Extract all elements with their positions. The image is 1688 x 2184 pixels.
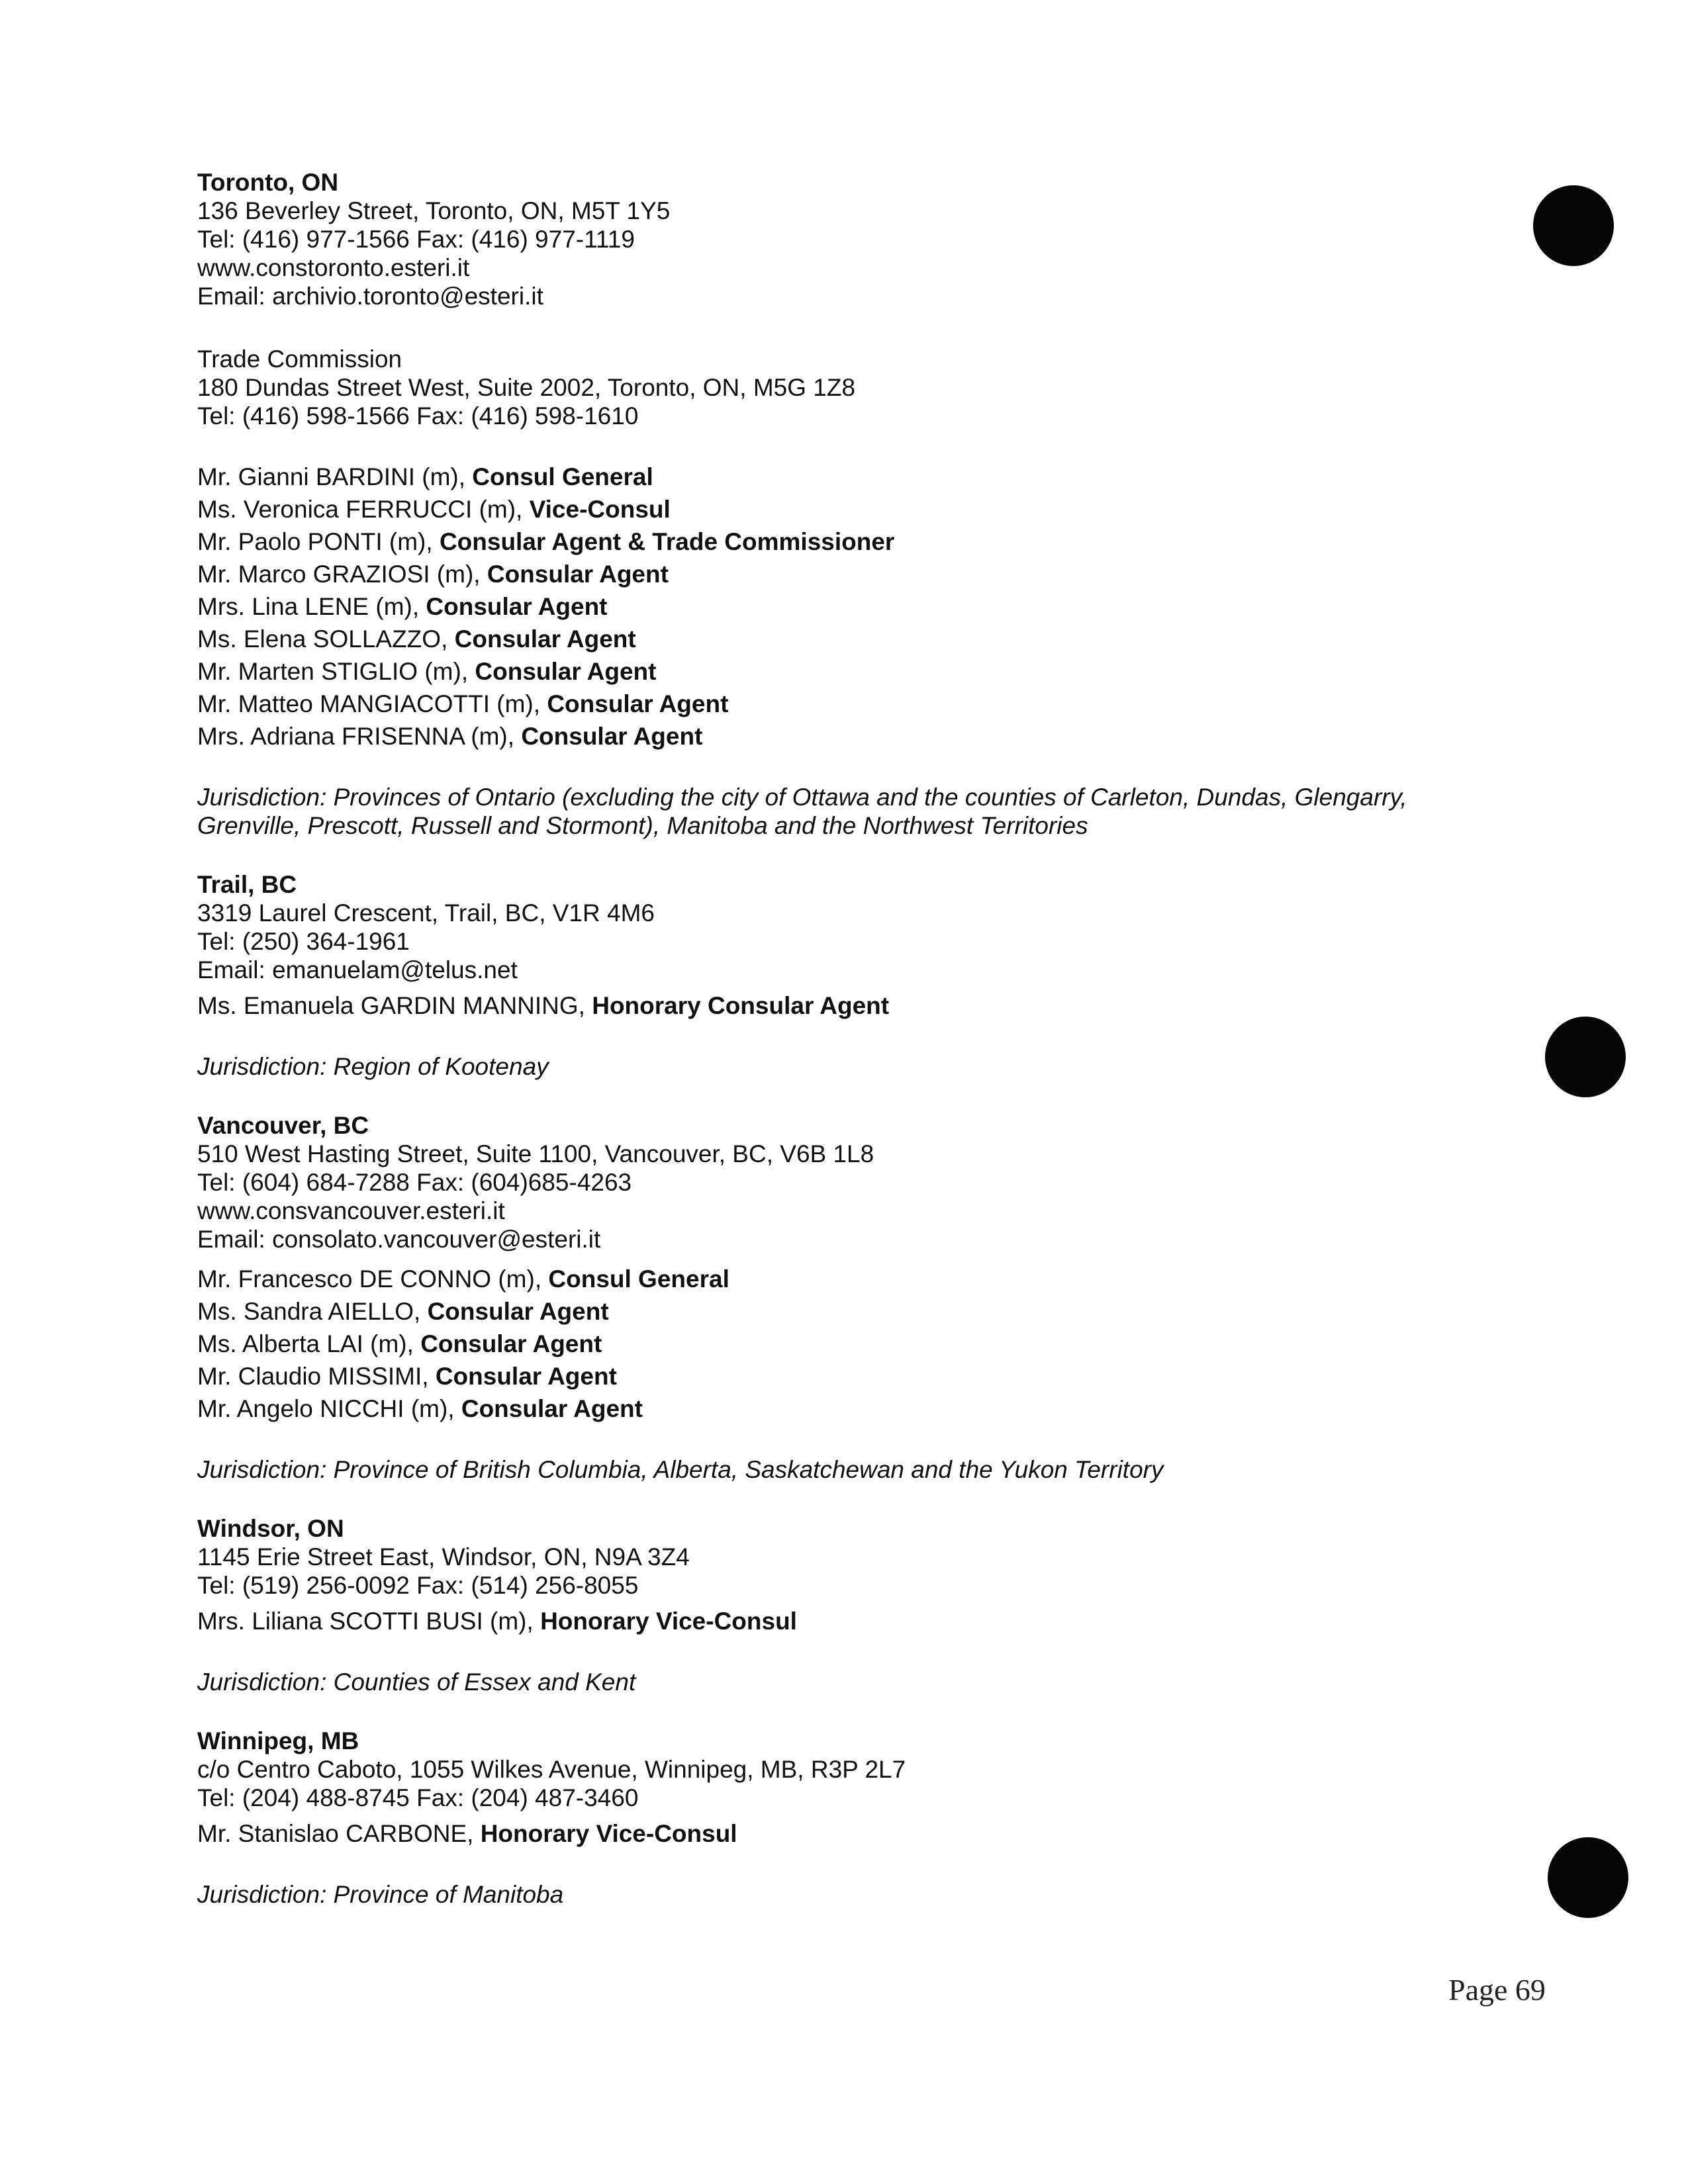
staff-entry (197, 558, 1508, 590)
page-number: Page 69 (1448, 1973, 1546, 2007)
staff-name: Mr. Claudio MISSIMI, (197, 1363, 436, 1390)
office-heading: Windsor, ON (197, 1515, 344, 1542)
staff-entry (197, 989, 1508, 1022)
trade-commission-title: Trade Commission (197, 345, 402, 373)
trade-phone-line: Tel: (416) 598-1566 Fax: (416) 598-1610 (197, 402, 639, 430)
staff-name: Ms. Alberta LAI (m), (197, 1330, 421, 1357)
phone-line: Tel: (416) 977-1566 Fax: (416) 977-1119 (197, 226, 635, 253)
staff-role: Honorary Vice-Consul (480, 1820, 737, 1847)
staff-role: Consul General (472, 463, 653, 490)
staff-role: Honorary Consular Agent (592, 992, 890, 1019)
staff-entry (197, 1360, 1508, 1392)
office-heading: Trail, BC (197, 871, 297, 898)
phone-line: Tel: (519) 256-0092 Fax: (514) 256-8055 (197, 1572, 639, 1599)
jurisdiction-note: Jurisdiction: Province of British Columbia, Alberta, Saskatchewan and the Yukon Territory (197, 1456, 1164, 1483)
office-winnipeg (197, 1727, 1508, 1909)
punch-hole-top (1533, 185, 1614, 266)
staff-name: Mr. Francesco DE CONNO (m), (197, 1265, 549, 1293)
staff-entry (197, 1605, 1508, 1637)
jurisdiction-note: Jurisdiction: Region of Kootenay (197, 1053, 549, 1080)
punch-hole-middle (1545, 1017, 1626, 1097)
staff-entry (197, 623, 1508, 655)
staff-name: Mr. Paolo PONTI (m), (197, 528, 440, 555)
website-line: www.constoronto.esteri.it (197, 254, 470, 281)
staff-entry (197, 493, 1508, 525)
staff-name: Mr. Marco GRAZIOSI (m), (197, 561, 487, 588)
address-line: 1145 Erie Street East, Windsor, ON, N9A 3Z4 (197, 1543, 690, 1570)
trade-address-line: 180 Dundas Street West, Suite 2002, Toronto, ON, M5G 1Z8 (197, 374, 856, 401)
staff-name: Mrs. Lina LENE (m), (197, 593, 426, 620)
staff-name: Mr. Marten STIGLIO (m), (197, 658, 475, 685)
address-line: 3319 Laurel Crescent, Trail, BC, V1R 4M6 (197, 899, 655, 927)
staff-name: Ms. Emanuela GARDIN MANNING, (197, 992, 592, 1019)
staff-entry (197, 1328, 1508, 1360)
phone-line: Tel: (250) 364-1961 (197, 928, 410, 955)
staff-role: Consular Agent (547, 690, 729, 717)
staff-entry (197, 1817, 1508, 1850)
staff-name: Ms. Elena SOLLAZZO, (197, 625, 455, 653)
staff-name: Mr. Angelo NICCHI (m), (197, 1395, 461, 1422)
email-line: Email: emanuelam@telus.net (197, 956, 518, 983)
staff-entry (197, 1263, 1508, 1295)
address-line: 510 West Hasting Street, Suite 1100, Vancouver, BC, V6B 1L8 (197, 1140, 874, 1167)
phone-line: Tel: (604) 684-7288 Fax: (604)685-4263 (197, 1169, 632, 1196)
staff-role: Consular Agent (461, 1395, 643, 1422)
office-heading: Vancouver, BC (197, 1112, 369, 1139)
office-heading: Winnipeg, MB (197, 1727, 359, 1754)
staff-entry (197, 1295, 1508, 1328)
staff-role: Consular Agent & Trade Commissioner (439, 528, 895, 555)
address-line: 136 Beverley Street, Toronto, ON, M5T 1Y5 (197, 197, 671, 224)
office-toronto (197, 168, 1508, 840)
staff-entry (197, 590, 1508, 623)
staff-entry (197, 461, 1508, 493)
office-windsor (197, 1514, 1508, 1696)
email-line: Email: archivio.toronto@esteri.it (197, 283, 543, 310)
staff-entry (197, 720, 1508, 752)
staff-name: Mr. Matteo MANGIACOTTI (m), (197, 690, 547, 717)
staff-name: Ms. Veronica FERRUCCI (m), (197, 496, 530, 523)
staff-role: Consular Agent (426, 593, 608, 620)
email-line: Email: consolato.vancouver@esteri.it (197, 1226, 601, 1253)
jurisdiction-note: Jurisdiction: Province of Manitoba (197, 1881, 564, 1908)
staff-role: Consul General (548, 1265, 729, 1293)
staff-name: Mr. Gianni BARDINI (m), (197, 463, 473, 490)
office-vancouver (197, 1111, 1508, 1484)
punch-hole-bottom (1548, 1837, 1628, 1918)
staff-role: Honorary Vice-Consul (540, 1608, 797, 1635)
staff-name: Mrs. Liliana SCOTTI BUSI (m), (197, 1608, 541, 1635)
staff-entry (197, 1392, 1508, 1425)
staff-name: Mr. Stanislao CARBONE, (197, 1820, 481, 1847)
staff-name: Mrs. Adriana FRISENNA (m), (197, 723, 522, 750)
staff-role: Consular Agent (454, 625, 636, 653)
staff-role: Vice-Consul (529, 496, 671, 523)
staff-role: Consular Agent (427, 1298, 609, 1325)
office-heading: Toronto, ON (197, 169, 339, 196)
office-trail (197, 870, 1508, 1081)
directory-content (197, 168, 1508, 1909)
staff-role: Consular Agent (487, 561, 669, 588)
staff-role: Consular Agent (435, 1363, 617, 1390)
staff-entry (197, 525, 1508, 558)
phone-line: Tel: (204) 488-8745 Fax: (204) 487-3460 (197, 1784, 639, 1811)
staff-role: Consular Agent (420, 1330, 602, 1357)
staff-name: Ms. Sandra AIELLO, (197, 1298, 428, 1325)
staff-role: Consular Agent (521, 723, 703, 750)
jurisdiction-note: Jurisdiction: Counties of Essex and Kent (197, 1668, 636, 1696)
jurisdiction-note: Jurisdiction: Provinces of Ontario (excluding the city of Ottawa and the counties of Carleton, Dundas, Glengarry, Grenville, Prescott, Russell and Stormont), Manitoba and the Northwest Territories (197, 784, 1407, 839)
staff-entry (197, 655, 1508, 688)
address-line: c/o Centro Caboto, 1055 Wilkes Avenue, Winnipeg, MB, R3P 2L7 (197, 1756, 906, 1783)
staff-entry (197, 688, 1508, 720)
website-line: www.consvancouver.esteri.it (197, 1197, 505, 1224)
staff-role: Consular Agent (475, 658, 657, 685)
